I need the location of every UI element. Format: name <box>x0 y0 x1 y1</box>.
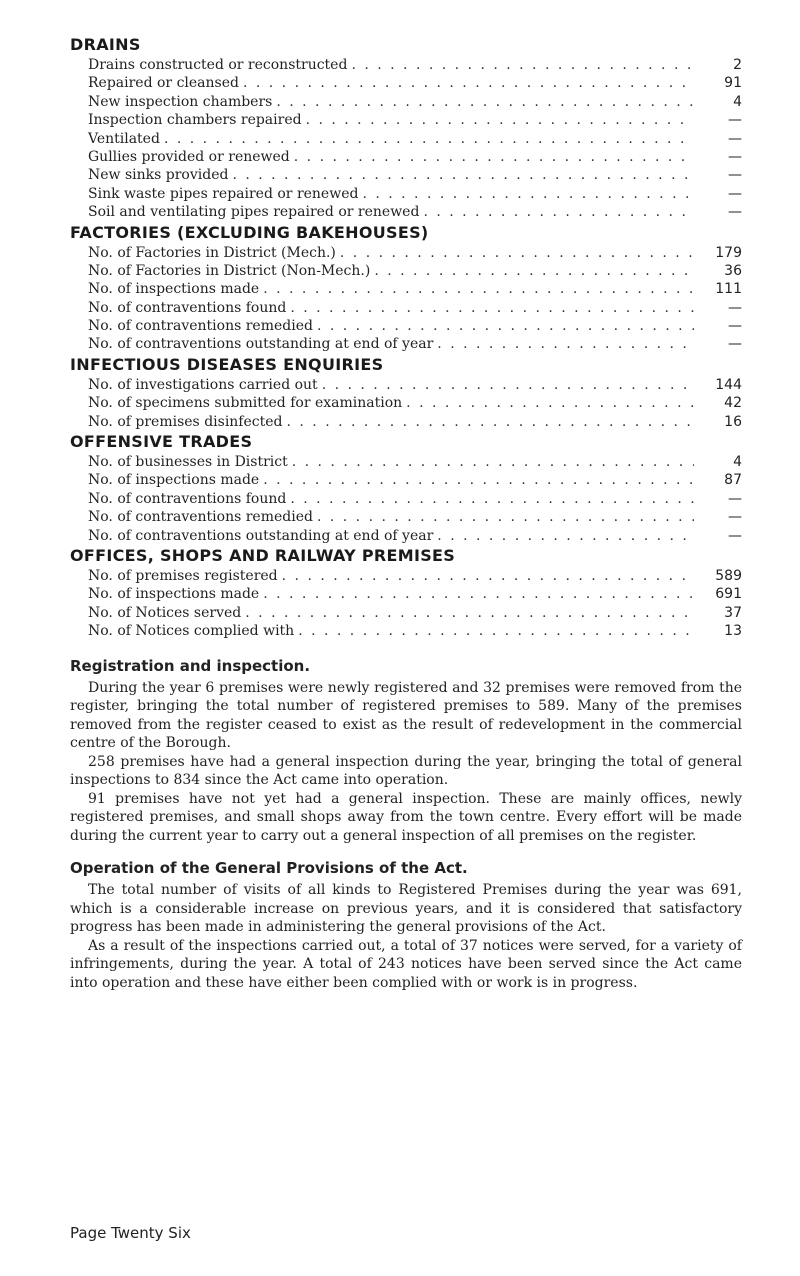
stat-label: No. of inspections made <box>88 586 260 603</box>
stat-value: 691 <box>715 586 742 603</box>
stat-row <box>88 394 742 412</box>
dot-leader <box>437 335 694 353</box>
stat-label: Gullies provided or renewed <box>88 148 290 165</box>
dot-leader <box>290 490 694 508</box>
stat-value: — <box>728 318 742 335</box>
stat-value: 111 <box>715 281 742 298</box>
stat-value: — <box>728 336 742 353</box>
dot-leader <box>351 56 694 74</box>
stat-label: No. of premises registered <box>88 567 278 584</box>
stat-label: No. of contraventions remedied <box>88 318 313 335</box>
registration-paragraph: 91 premises have not yet had a general inspection. These are mainly offices, newly registered premises, and small shops away from the town centre. Every effort will be made during the current year to carry out a general inspection of all premises on the register. <box>70 790 742 844</box>
dot-leader <box>263 471 694 489</box>
section-rows <box>88 56 742 222</box>
statistics-sections <box>70 34 742 641</box>
page-footer: Page Twenty Six <box>70 1224 191 1242</box>
dot-leader <box>298 622 694 640</box>
stat-value: — <box>728 490 742 507</box>
stat-label: No. of Factories in District (Non-Mech.) <box>88 262 371 279</box>
stat-label: No. of contraventions outstanding at end of year <box>88 527 434 544</box>
stat-label: No. of contraventions found <box>88 299 287 316</box>
registration-paragraph: 258 premises have had a general inspection during the year, bringing the total of general inspections to 834 since the Act came into operation. <box>70 753 742 789</box>
stat-value: — <box>728 299 742 316</box>
stat-label: No. of inspections made <box>88 472 260 489</box>
dot-leader <box>164 130 694 148</box>
stat-label: Ventilated <box>88 130 160 147</box>
dot-leader <box>362 185 694 203</box>
dot-leader <box>317 508 694 526</box>
dot-leader <box>232 166 694 184</box>
stat-value: — <box>728 130 742 147</box>
stat-row <box>88 185 742 203</box>
stat-row <box>88 413 742 431</box>
dot-leader <box>290 299 694 317</box>
stat-value: — <box>728 185 742 202</box>
dot-leader <box>294 148 694 166</box>
section-title: DRAINS <box>70 35 141 54</box>
dot-leader <box>263 585 694 603</box>
stat-value: 2 <box>733 57 742 73</box>
stat-row <box>88 280 742 298</box>
dot-leader <box>243 74 694 92</box>
stat-row <box>88 56 742 74</box>
section-title: OFFICES, SHOPS AND RAILWAY PREMISES <box>70 545 456 565</box>
stat-row <box>88 148 742 166</box>
stat-value: — <box>728 112 742 129</box>
stat-row <box>88 527 742 545</box>
stat-row <box>88 376 742 394</box>
dot-leader <box>287 413 695 431</box>
operation-paragraph: As a result of the inspections carried out, a total of 37 notices were served, for a variety of infringements, during the year. A total of 243 notices have been served since the Act came into operation and these have either been complied with or work is in progress. <box>70 937 742 991</box>
stat-row <box>88 111 742 129</box>
dot-leader <box>406 394 694 412</box>
stat-value: 87 <box>724 472 742 489</box>
dot-leader <box>292 453 694 471</box>
stat-value: 4 <box>733 93 742 110</box>
stat-row <box>88 567 742 585</box>
stat-row <box>88 203 742 221</box>
stat-label: No. of contraventions outstanding at end of year <box>88 336 434 353</box>
dot-leader <box>374 262 694 280</box>
stat-value: — <box>728 167 742 184</box>
stat-row <box>88 262 742 280</box>
stat-row <box>88 299 742 317</box>
stat-value: 589 <box>715 567 742 584</box>
stat-label: Inspection chambers repaired <box>88 112 302 129</box>
dot-leader <box>245 604 694 622</box>
stat-label: No. of inspections made <box>88 281 260 298</box>
stat-row <box>88 471 742 489</box>
dot-leader <box>322 376 694 394</box>
stat-label: Drains constructed or reconstructed <box>88 57 348 73</box>
stat-label: No. of contraventions found <box>88 490 287 507</box>
stat-label: No. of contraventions remedied <box>88 509 313 526</box>
stat-row <box>88 93 742 111</box>
stat-value: 42 <box>724 395 742 412</box>
dot-leader <box>340 244 694 262</box>
stat-row <box>88 130 742 148</box>
dot-leader <box>282 567 694 585</box>
stat-value: 16 <box>724 413 742 430</box>
stat-row <box>88 604 742 622</box>
stat-value: 91 <box>724 75 742 92</box>
stat-value: 144 <box>715 376 742 393</box>
stat-value: 37 <box>724 604 742 621</box>
stat-label: No. of Factories in District (Mech.) <box>88 244 336 261</box>
stat-label: No. of businesses in District <box>88 454 288 471</box>
stat-value: 13 <box>724 623 742 640</box>
stat-label: No. of premises disinfected <box>88 413 283 430</box>
dot-leader <box>317 317 694 335</box>
stat-row <box>88 244 742 262</box>
stat-value: — <box>728 509 742 526</box>
dot-leader <box>437 527 694 545</box>
dot-leader <box>263 280 694 298</box>
stat-label: No. of Notices complied with <box>88 623 295 640</box>
stat-row <box>88 585 742 603</box>
stat-value: — <box>728 527 742 544</box>
stat-row <box>88 335 742 353</box>
stat-label: Sink waste pipes repaired or renewed <box>88 185 359 202</box>
stat-label: No. of specimens submitted for examination <box>88 395 403 412</box>
section-title: OFFENSIVE TRADES <box>70 432 253 452</box>
stat-value: — <box>728 148 742 165</box>
stat-row <box>88 453 742 471</box>
operation-heading: Operation of the General Provisions of the Act. <box>70 859 468 878</box>
stat-label: Repaired or cleansed <box>88 75 239 92</box>
dot-leader <box>276 93 694 111</box>
stat-value: 179 <box>715 244 742 261</box>
stat-row <box>88 490 742 508</box>
registration-heading: Registration and inspection. <box>70 656 311 675</box>
stat-row <box>88 508 742 526</box>
stat-label: Soil and ventilating pipes repaired or renewed <box>88 204 420 221</box>
stat-row <box>88 74 742 92</box>
section-title: FACTORIES (EXCLUDING BAKEHOUSES) <box>70 222 429 242</box>
operation-paragraph: The total number of visits of all kinds to Registered Premises during the year was 691, which is a considerable increase on previous years, and it is considered that satisfactory progress has been made in administering the general provisions of the Act. <box>70 882 742 936</box>
stat-label: No. of Notices served <box>88 604 242 621</box>
dot-leader <box>306 111 694 129</box>
stat-value: 36 <box>724 262 742 279</box>
prose-body <box>70 655 742 993</box>
section-rows <box>88 567 742 641</box>
stat-label: No. of investigations carried out <box>88 376 318 393</box>
section-title: INFECTIOUS DISEASES ENQUIRIES <box>70 354 384 374</box>
section-rows <box>88 453 742 545</box>
stat-value: 4 <box>733 454 742 471</box>
stat-label: New sinks provided <box>88 167 229 184</box>
section-rows <box>88 244 742 354</box>
stat-value: — <box>728 204 742 221</box>
dot-leader <box>423 203 694 221</box>
stat-row <box>88 317 742 335</box>
stat-row <box>88 166 742 184</box>
stat-row <box>88 622 742 640</box>
stat-label: New inspection chambers <box>88 93 273 110</box>
section-rows <box>88 376 742 431</box>
registration-paragraph: During the year 6 premises were newly registered and 32 premises were removed from the register, bringing the total number of registered premises to 589. Many of the premises removed from the register ceased to exist as the result of redevelopment in the commercial centre of the Borough. <box>70 679 742 752</box>
